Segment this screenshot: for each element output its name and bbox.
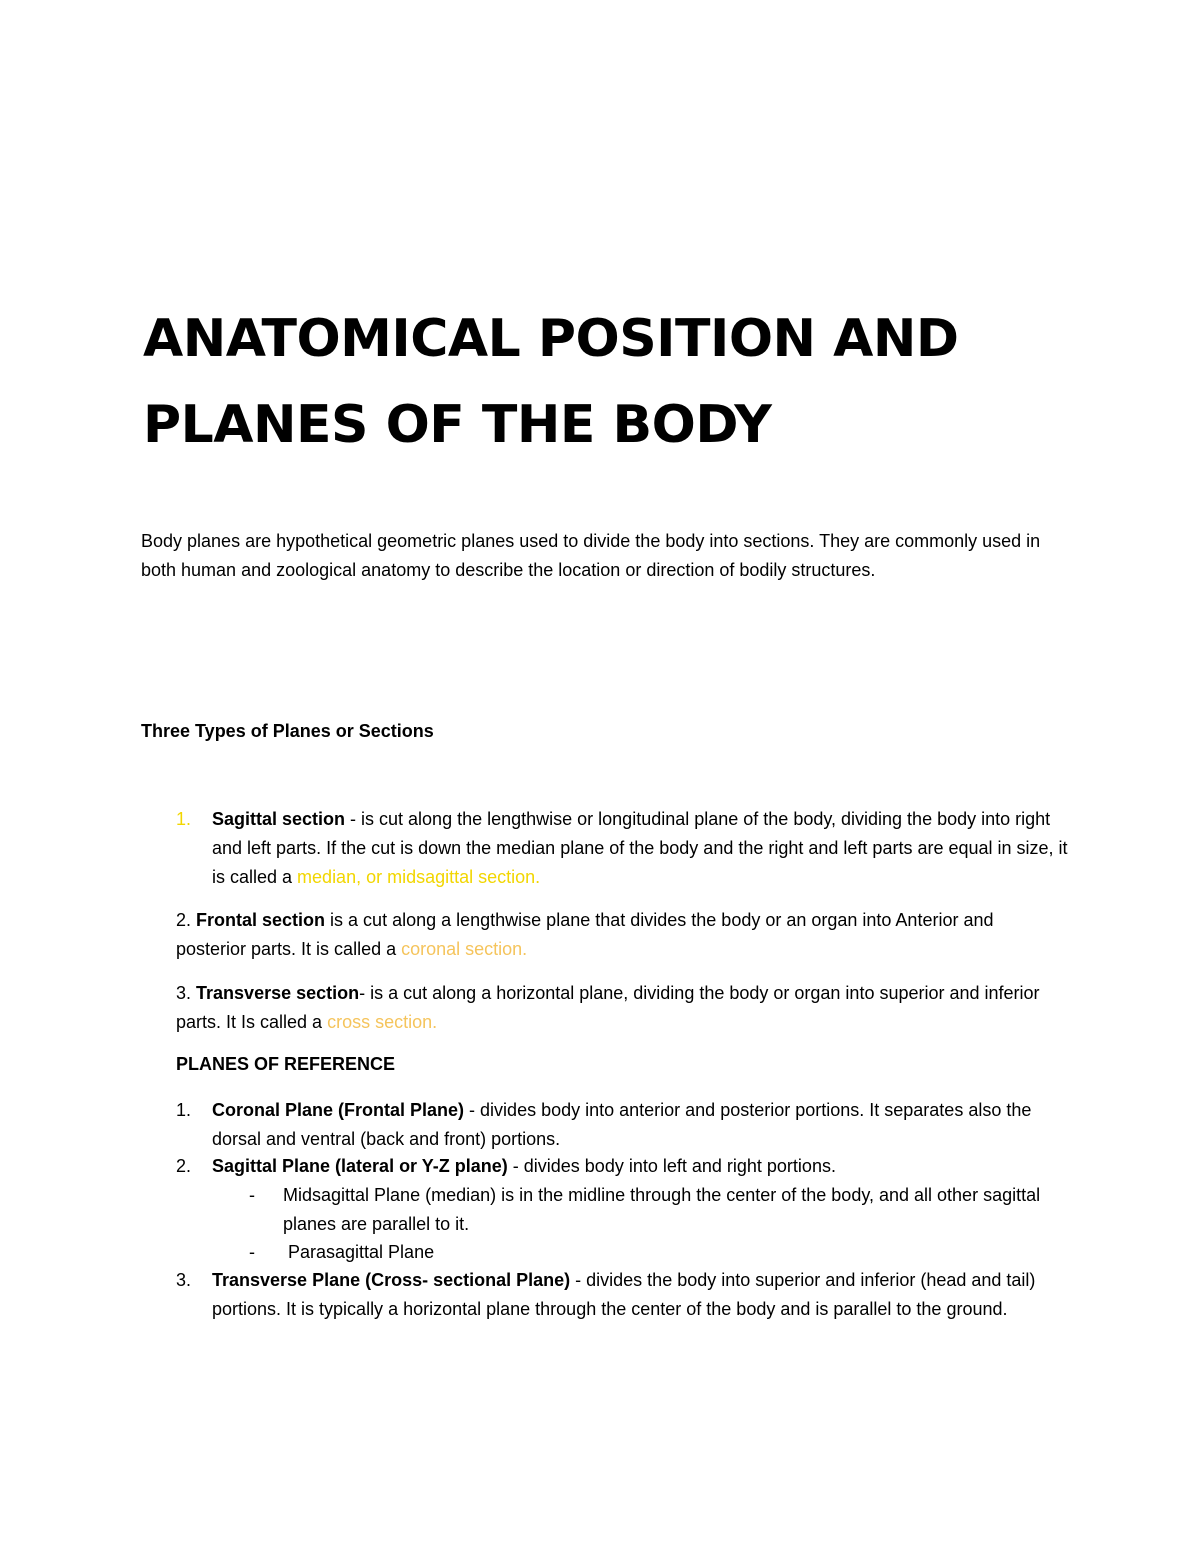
title-line-2: PLANES OF THE BODY [143, 395, 772, 455]
section-2-term: Frontal section [196, 910, 326, 930]
reference-2-text [212, 1152, 1062, 1181]
section-2-highlight: coronal section. [401, 939, 528, 959]
section-2-body: is a cut along a lengthwise plane that divides the body or an organ into Anterior and posterior parts. It is called a [176, 910, 994, 959]
section-1-number: 1. [176, 809, 192, 829]
reference-2-subitem-2: Parasagittal Plane [288, 1242, 435, 1262]
section-1-text [212, 805, 1072, 892]
section-3-number: 3. [176, 983, 192, 1003]
section-2-number: 2. [176, 910, 192, 930]
reference-2-number: 2. [176, 1156, 192, 1176]
reference-heading: PLANES OF REFERENCE [176, 1054, 396, 1074]
section-1-highlight: median, or midsagittal section. [297, 867, 541, 887]
document-title [143, 296, 1103, 468]
section-1-body: - is cut along the lengthwise or longitudinal plane of the body, dividing the body into right and left parts. If the cut is down the median plane of the body and the right and left parts are equal in size, it is called a [212, 809, 1068, 887]
reference-3-text [212, 1266, 1062, 1324]
section-3-body: - is a cut along a horizontal plane, dividing the body or organ into superior and inferior parts. It Is called a [176, 983, 1040, 1032]
reference-1-term: Coronal Plane (Frontal Plane) [212, 1100, 465, 1120]
section-3-highlight: cross section. [327, 1012, 438, 1032]
section-3-text [176, 979, 1066, 1037]
section-2-text [176, 906, 1066, 964]
sections-heading: Three Types of Planes or Sections [141, 721, 434, 741]
section-1-term: Sagittal section [212, 809, 346, 829]
reference-3-number: 3. [176, 1270, 192, 1290]
reference-2-subitem-1-dash: - [249, 1185, 255, 1205]
reference-2-subitem-2-dash: - [249, 1242, 255, 1262]
title-line-1: ANATOMICAL POSITION AND [143, 309, 959, 369]
reference-1-text [212, 1096, 1062, 1154]
reference-2-subitem-1: Midsagittal Plane (median) is in the midline through the center of the body, and all other sagittal planes are parallel to it. [283, 1185, 1041, 1234]
reference-1-number: 1. [176, 1100, 192, 1120]
intro-paragraph: Body planes are hypothetical geometric planes used to divide the body into sections. They are commonly used in both human and zoological anatomy to describe the location or direction of bodily structures. [141, 531, 1041, 580]
reference-1-body: - divides body into anterior and posterior portions. It separates also the dorsal and ventral (back and front) portions. [212, 1100, 1032, 1149]
reference-2-term: Sagittal Plane (lateral or Y-Z plane) [212, 1156, 508, 1176]
reference-3-term: Transverse Plane (Cross- sectional Plane) [212, 1270, 571, 1290]
section-3-term: Transverse section [196, 983, 360, 1003]
reference-3-body: - divides the body into superior and inferior (head and tail) portions. It is typically a horizontal plane through the center of the body and is parallel to the ground. [212, 1270, 1036, 1319]
reference-2-body: - divides body into left and right portions. [507, 1156, 836, 1176]
